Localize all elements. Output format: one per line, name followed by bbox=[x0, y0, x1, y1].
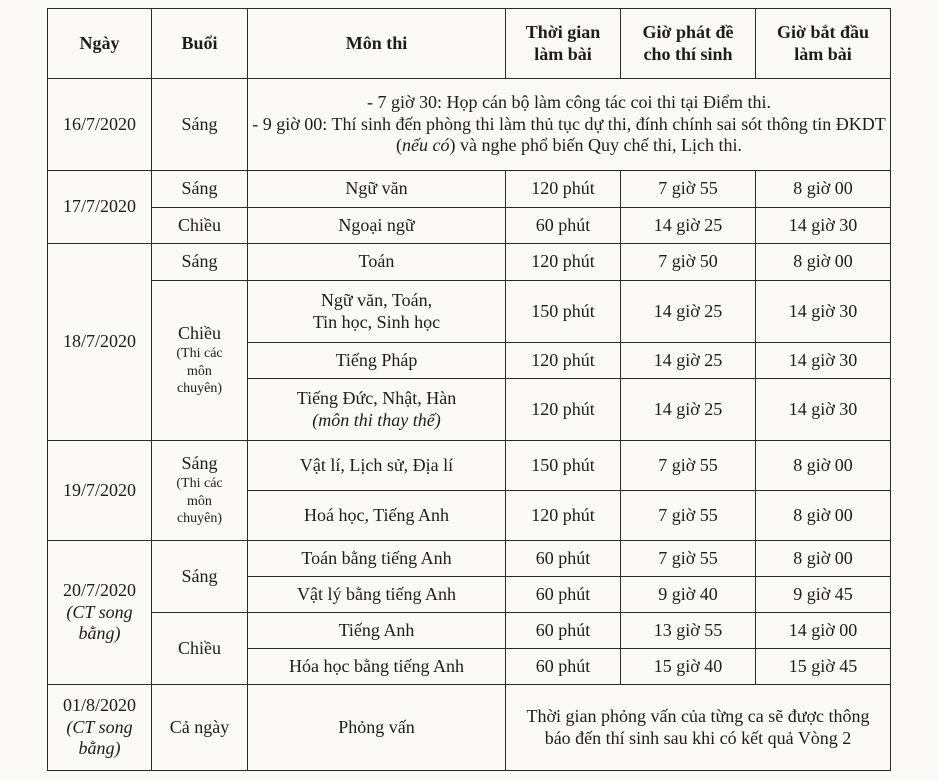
note-italic: nếu có bbox=[402, 135, 450, 156]
handout-time-cell: 14 giờ 25 bbox=[621, 379, 756, 441]
header-row bbox=[48, 9, 891, 79]
header-start bbox=[756, 9, 891, 79]
handout-time-cell: 14 giờ 25 bbox=[621, 343, 756, 379]
header-duration-line1: Thời gian bbox=[525, 21, 601, 42]
date-cell bbox=[48, 541, 152, 685]
duration-cell: 120 phút bbox=[506, 244, 621, 281]
handout-time-cell: 7 giờ 50 bbox=[621, 244, 756, 281]
subject-cell: Phỏng vấn bbox=[248, 685, 506, 771]
table-row bbox=[48, 281, 891, 343]
handout-time-cell: 7 giờ 55 bbox=[621, 441, 756, 491]
session-cell: Cả ngày bbox=[152, 685, 248, 771]
note-text: ) và nghe phổ biến Quy chế thi, Lịch thi. bbox=[449, 135, 742, 156]
subject-cell: Hoá học, Tiếng Anh bbox=[248, 491, 506, 541]
table-row bbox=[48, 541, 891, 577]
start-time-cell: 9 giờ 45 bbox=[756, 577, 891, 613]
header-handout-line1: Giờ phát đề bbox=[642, 21, 734, 42]
session-note: chuyên) bbox=[176, 381, 223, 397]
subject-line: Tiếng Đức, Nhật, Hàn bbox=[296, 387, 457, 408]
session-cell: Sáng bbox=[152, 244, 248, 281]
subject-cell: Ngoại ngữ bbox=[248, 208, 506, 244]
interview-note: Thời gian phỏng vấn của từng ca sẽ được thông báo đến thí sinh sau khi có kết quả Vòng 2 bbox=[506, 685, 891, 771]
start-time-cell: 8 giờ 00 bbox=[756, 171, 891, 208]
subject-cell: Hóa học bằng tiếng Anh bbox=[248, 649, 506, 685]
date-note: bằng) bbox=[78, 738, 121, 759]
date-cell: 18/7/2020 bbox=[48, 244, 152, 441]
start-time-cell: 15 giờ 45 bbox=[756, 649, 891, 685]
header-handout-line2: cho thí sinh bbox=[643, 43, 733, 64]
start-time-cell: 14 giờ 30 bbox=[756, 208, 891, 244]
date-note: (CT song bbox=[66, 716, 133, 737]
header-duration bbox=[506, 9, 621, 79]
header-duration-line2: làm bài bbox=[534, 43, 592, 64]
session-cell bbox=[152, 281, 248, 441]
session-note: môn bbox=[187, 363, 212, 379]
handout-time-cell: 7 giờ 55 bbox=[621, 541, 756, 577]
date-cell: 19/7/2020 bbox=[48, 441, 152, 541]
note-line bbox=[252, 114, 886, 157]
session-cell: Sáng bbox=[152, 541, 248, 613]
handout-time-cell: 14 giờ 25 bbox=[621, 208, 756, 244]
date-cell: 16/7/2020 bbox=[48, 79, 152, 171]
note-text: - 9 giờ 00: Thí sinh đến phòng thi làm thủ tục dự thi, đính chính sai sót thông tin ĐKDT ( bbox=[252, 113, 886, 156]
duration-cell: 60 phút bbox=[506, 613, 621, 649]
start-time-cell: 14 giờ 30 bbox=[756, 343, 891, 379]
session-cell: Sáng bbox=[152, 79, 248, 171]
start-time-cell: 8 giờ 00 bbox=[756, 491, 891, 541]
subject-cell: Toán bằng tiếng Anh bbox=[248, 541, 506, 577]
subject-cell: Vật lí, Lịch sử, Địa lí bbox=[248, 441, 506, 491]
duration-cell: 120 phút bbox=[506, 171, 621, 208]
duration-cell: 60 phút bbox=[506, 541, 621, 577]
handout-time-cell: 9 giờ 40 bbox=[621, 577, 756, 613]
start-time-cell: 14 giờ 30 bbox=[756, 379, 891, 441]
duration-cell: 60 phút bbox=[506, 649, 621, 685]
date-label: 01/8/2020 bbox=[62, 695, 136, 716]
date-note: bằng) bbox=[78, 623, 121, 644]
subject-cell: Tiếng Anh bbox=[248, 613, 506, 649]
exam-schedule-table bbox=[47, 8, 891, 771]
subject-cell: Ngữ văn bbox=[248, 171, 506, 208]
session-cell: Sáng bbox=[152, 171, 248, 208]
duration-cell: 150 phút bbox=[506, 281, 621, 343]
handout-time-cell: 7 giờ 55 bbox=[621, 491, 756, 541]
session-cell: Chiều bbox=[152, 208, 248, 244]
subject-cell bbox=[248, 379, 506, 441]
session-label: Sáng bbox=[181, 453, 218, 474]
duration-cell: 150 phút bbox=[506, 441, 621, 491]
date-cell: 17/7/2020 bbox=[48, 171, 152, 244]
table-row bbox=[48, 441, 891, 491]
subject-note: (môn thi thay thế) bbox=[312, 409, 441, 430]
duration-cell: 60 phút bbox=[506, 577, 621, 613]
subject-line: Ngữ văn, Toán, bbox=[320, 289, 433, 310]
header-handout bbox=[621, 9, 756, 79]
duration-cell: 120 phút bbox=[506, 343, 621, 379]
table-row bbox=[48, 244, 891, 281]
handout-time-cell: 7 giờ 55 bbox=[621, 171, 756, 208]
header-start-line2: làm bài bbox=[794, 43, 852, 64]
duration-cell: 60 phút bbox=[506, 208, 621, 244]
subject-cell: Vật lý bằng tiếng Anh bbox=[248, 577, 506, 613]
handout-time-cell: 15 giờ 40 bbox=[621, 649, 756, 685]
start-time-cell: 14 giờ 30 bbox=[756, 281, 891, 343]
header-subject: Môn thi bbox=[248, 9, 506, 79]
subject-cell bbox=[248, 281, 506, 343]
note-line: - 7 giờ 30: Họp cán bộ làm công tác coi thi tại Điểm thi. bbox=[367, 92, 771, 113]
subject-line: Tin học, Sinh học bbox=[312, 311, 441, 332]
session-cell: Chiều bbox=[152, 613, 248, 685]
start-time-cell: 8 giờ 00 bbox=[756, 541, 891, 577]
table-row bbox=[48, 79, 891, 171]
date-cell bbox=[48, 685, 152, 771]
header-date: Ngày bbox=[48, 9, 152, 79]
date-label: 20/7/2020 bbox=[62, 580, 136, 601]
session-cell bbox=[152, 441, 248, 541]
subject-cell: Toán bbox=[248, 244, 506, 281]
table-row bbox=[48, 171, 891, 208]
header-start-line1: Giờ bắt đầu bbox=[777, 21, 869, 42]
session-note: (Thi các bbox=[176, 346, 223, 362]
session-note: môn bbox=[187, 493, 212, 509]
session-label: Chiều bbox=[178, 323, 221, 344]
duration-cell: 120 phút bbox=[506, 491, 621, 541]
start-time-cell: 14 giờ 00 bbox=[756, 613, 891, 649]
duration-cell: 120 phút bbox=[506, 379, 621, 441]
orientation-note bbox=[248, 79, 891, 171]
start-time-cell: 8 giờ 00 bbox=[756, 441, 891, 491]
subject-cell: Tiếng Pháp bbox=[248, 343, 506, 379]
session-note: (Thi các bbox=[176, 476, 223, 492]
table-row bbox=[48, 685, 891, 771]
start-time-cell: 8 giờ 00 bbox=[756, 244, 891, 281]
session-note: chuyên) bbox=[176, 511, 223, 527]
table-row bbox=[48, 613, 891, 649]
header-session: Buổi bbox=[152, 9, 248, 79]
handout-time-cell: 14 giờ 25 bbox=[621, 281, 756, 343]
table-row bbox=[48, 208, 891, 244]
handout-time-cell: 13 giờ 55 bbox=[621, 613, 756, 649]
date-note: (CT song bbox=[66, 601, 133, 622]
